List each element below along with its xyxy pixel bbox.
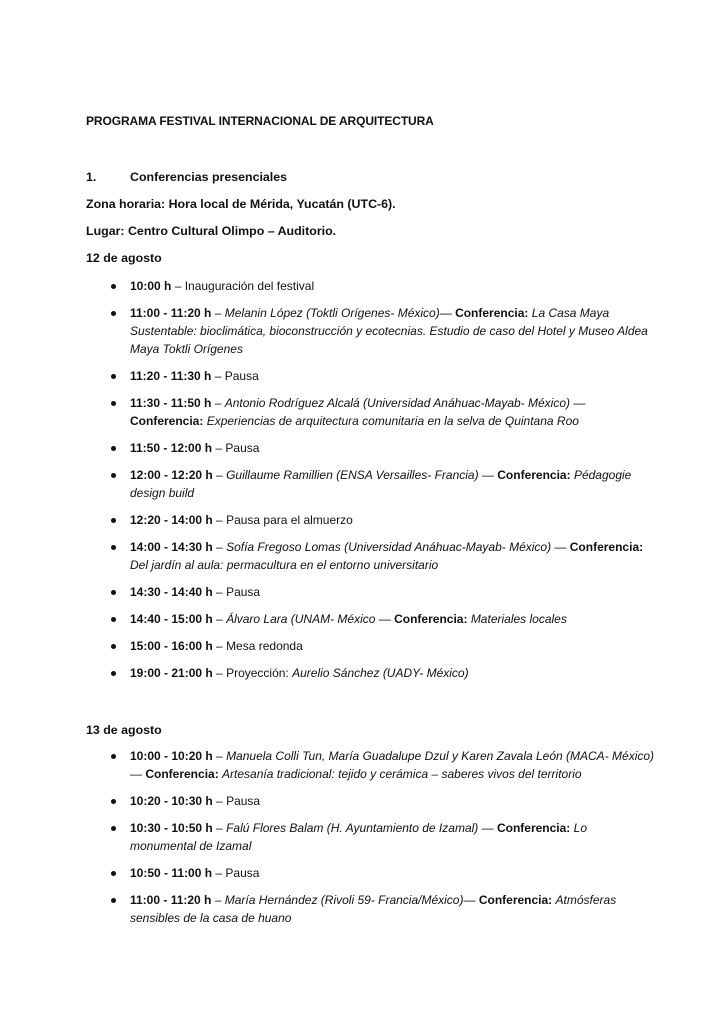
event-time: 10:00 - 10:20 h [130,749,213,763]
schedule-item [0,583,655,601]
event-dash: – [211,893,225,907]
event-speaker: Álvaro Lara (UNAM- México [226,612,376,626]
event-label: Conferencia: [478,893,553,907]
schedule-item [0,610,655,628]
event-title: Materiales locales [470,612,567,626]
bullet-icon [111,284,116,289]
bullet-icon [111,518,116,523]
schedule-item [0,439,655,457]
bullet-icon [111,644,116,649]
event-dash: – [212,513,227,527]
event-dash: – [212,612,227,626]
event-time: 11:00 - 11:20 h [130,893,212,907]
event-time: 14:00 - 14:30 h [130,540,213,554]
event-dash: – [212,821,227,835]
event-label: Conferencia: [496,821,571,835]
event-title: Pédagogie design build [130,468,632,500]
event-time: 19:00 - 21:00 h [130,666,213,680]
event-separator: — [570,396,586,410]
day-date: 12 de agosto [86,251,162,265]
event-title: Experiencias de arquitectura comunitaria en la selva de Quintana Roo [206,414,579,428]
event-dash: – [212,639,227,653]
event-text: Pausa [224,369,259,383]
schedule-item [0,637,655,655]
event-time: 10:30 - 10:50 h [130,821,213,835]
event-dash: – [212,540,227,554]
schedule-item [0,394,655,430]
venue-line: Lugar: Centro Cultural Olimpo – Auditorio. [86,224,337,238]
event-text: Inauguración del festival [184,279,315,293]
event-text: Pausa [226,794,261,808]
schedule-item [0,367,655,385]
event-text: Pausa [225,866,260,880]
event-separator: — [130,767,146,781]
event-label: Conferencia: [569,540,644,554]
event-time: 11:20 - 11:30 h [130,369,212,383]
bullet-icon [111,898,116,903]
event-text: Proyección: [226,666,293,680]
bullet-icon [111,871,116,876]
bullet-icon [111,473,116,478]
schedule-item [0,304,655,358]
timezone-line: Zona horaria: Hora local de Mérida, Yucatán (UTC-6). [86,197,396,211]
bullet-icon [111,401,116,406]
event-separator: — [478,468,498,482]
day-events-list [0,277,725,682]
schedule-item [0,664,655,682]
event-text: Mesa redonda [226,639,303,653]
event-dash: – [212,666,227,680]
event-time: 12:20 - 14:00 h [130,513,213,527]
schedule-item [0,511,655,529]
event-time: 14:30 - 14:40 h [130,585,213,599]
event-separator: — [463,893,479,907]
event-separator: — [551,540,570,554]
event-title: La Casa Maya Sustentable: bioclimática, bioconstrucción y ecotecnias. Estudio de caso del Hotel y Museo Aldea Maya Toktli Orígenes [130,306,648,356]
event-title: Del jardín al aula: permacultura en el entorno universitario [130,558,439,572]
bullet-icon [111,374,116,379]
event-text: Pausa para el almuerzo [226,513,353,527]
bullet-icon [111,311,116,316]
section-heading [86,170,287,184]
event-dash: – [212,866,226,880]
document-title: PROGRAMA FESTIVAL INTERNACIONAL DE ARQUITECTURA [86,114,434,128]
event-speaker: Falú Flores Balam (H. Ayuntamiento de Izamal) [226,821,479,835]
event-title: Atmósferas sensibles de la casa de huano [130,893,617,925]
event-dash: – [211,396,225,410]
day-date: 13 de agosto [86,723,162,737]
schedule-item [0,466,655,502]
event-time: 14:40 - 15:00 h [130,612,213,626]
bullet-icon [111,617,116,622]
bullet-icon [111,671,116,676]
event-title: Lo monumental de Izamal [130,821,588,853]
event-time: 10:50 - 11:00 h [130,866,213,880]
event-dash: – [212,749,227,763]
event-time: 11:50 - 12:00 h [130,441,213,455]
bullet-icon [111,545,116,550]
event-speaker: Sofía Fregoso Lomas (Universidad Anáhuac-Mayab- México) [226,540,552,554]
schedule-item [0,538,655,574]
event-dash: – [211,306,225,320]
event-time: 10:20 - 10:30 h [130,794,213,808]
event-speaker: Aurelio Sánchez (UADY- México) [292,666,469,680]
event-separator: — [375,612,395,626]
event-speaker: Antonio Rodríguez Alcalá (Universidad Anáhuac-Mayab- México) [224,396,571,410]
event-dash: – [212,468,227,482]
schedule-item [0,819,655,855]
event-label: Conferencia: [497,468,571,482]
bullet-icon [111,446,116,451]
schedule-item [0,891,655,927]
event-dash: – [212,441,226,455]
event-dash: – [171,279,185,293]
event-text: Pausa [226,585,261,599]
bullet-icon [111,590,116,595]
event-time: 10:00 h [130,279,172,293]
bullet-icon [111,826,116,831]
event-time: 11:30 - 11:50 h [130,396,212,410]
event-label: Conferencia: [394,612,468,626]
bullet-icon [111,754,116,759]
event-speaker: María Hernández (Rivoli 59- Francia/México) [224,893,464,907]
event-text: Pausa [225,441,260,455]
event-dash: – [211,369,225,383]
schedule-item [0,864,655,882]
event-speaker: Melanin López (Toktli Orígenes- México) [224,306,440,320]
event-time: 12:00 - 12:20 h [130,468,213,482]
event-label: Conferencia: [130,414,204,428]
day-events-list [0,747,725,927]
section-title: Conferencias presenciales [130,170,288,184]
event-separator: — [478,821,497,835]
event-speaker: Guillaume Ramillien (ENSA Versailles- Francia) [226,468,479,482]
section-number: 1. [86,170,97,184]
schedule-item [0,277,655,295]
event-label: Conferencia: [145,767,219,781]
event-time: 11:00 - 11:20 h [130,306,212,320]
event-dash: – [212,585,227,599]
event-dash: – [212,794,227,808]
event-time: 15:00 - 16:00 h [130,639,213,653]
bullet-icon [111,799,116,804]
schedule-item [0,792,655,810]
event-separator: — [439,306,456,320]
event-title: Artesanía tradicional: tejido y cerámica – saberes vivos del territorio [222,767,582,781]
event-label: Conferencia: [455,306,529,320]
event-speaker: Manuela Colli Tun, María Guadalupe Dzul y Karen Zavala León (MACA- México) [226,749,655,763]
schedule-item [0,747,655,783]
